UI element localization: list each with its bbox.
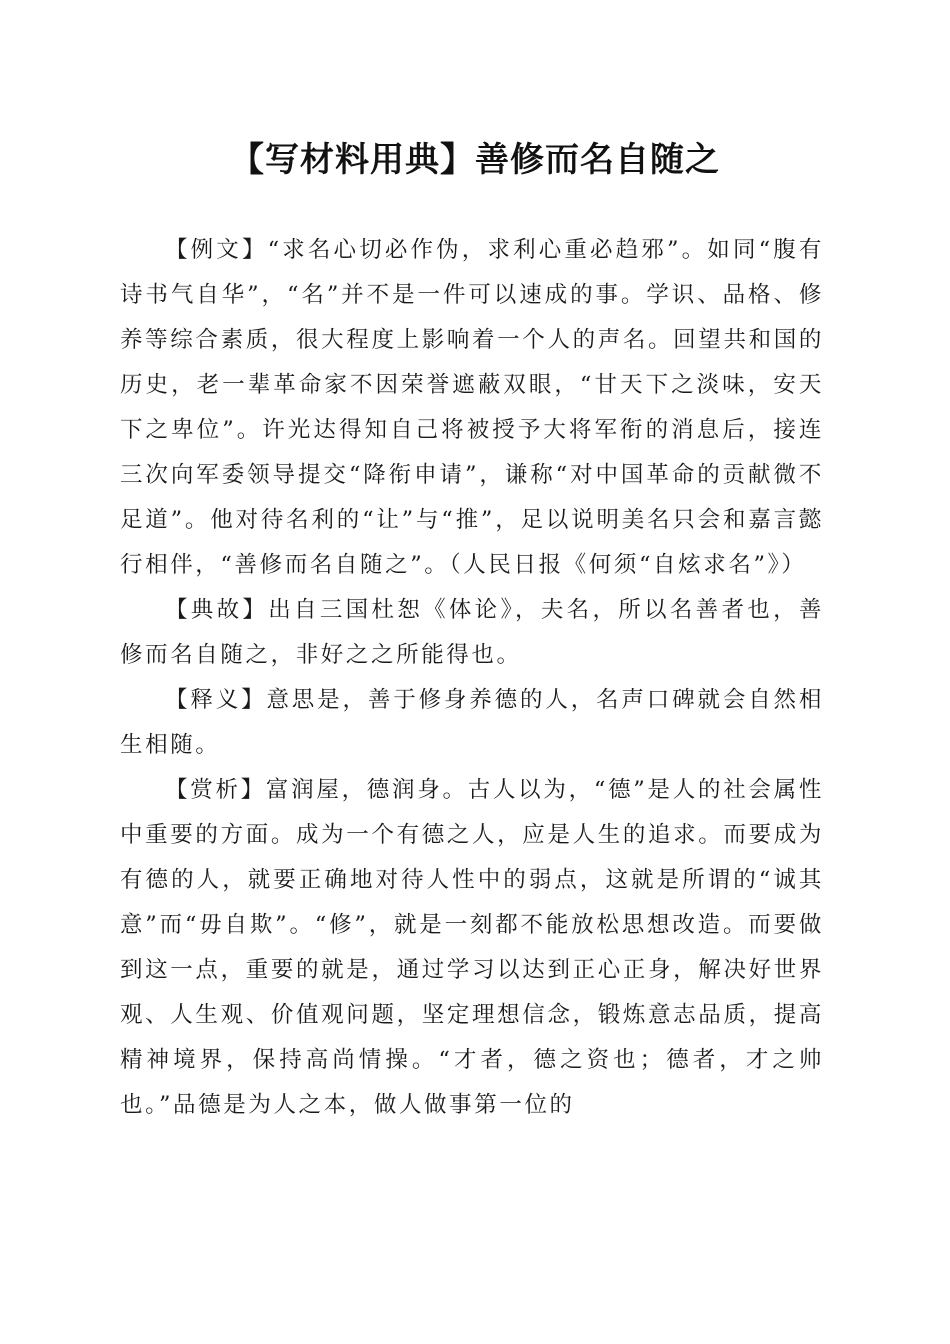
paragraph-example [120, 228, 824, 588]
paragraph-label: 【释义】 [165, 687, 267, 713]
paragraph-text: 意思是，善于修身养德的人，名声口碑就会自然相生相随。 [120, 687, 825, 758]
paragraph-label: 【典故】 [165, 597, 269, 623]
paragraph-text: “求名心切必作伪，求利心重必趋邪”。如同“腹有诗书气自华”，“名”并不是一件可以速成的事。学识、品格、修养等综合素质，很大程度上影响着一个人的声名。回望共和国的历史，老一辈革命家不因荣誉遮蔽双眼，“甘天下之淡味，安天下之卑位”。许光达得知自己将被授予大将军衔的消息后，接连三次向军委领导提交“降衔申请”，谦称“对中国革命的贡献微不足道”。他对待名利的“让”与“推”，足以说明美名只会和嘉言懿行相伴，“善修而名自随之”。（人民日报《何须“自炫求名”》） [120, 237, 825, 578]
paragraph-appreciation [120, 768, 824, 1128]
paragraph-label: 【例文】 [165, 237, 268, 263]
paragraph-text: 富润屋，德润身。古人以为，“德”是人的社会属性中重要的方面。成为一个有德之人，应是人生的追求。而要成为有德的人，就要正确地对待人性中的弱点，这就是所谓的“诚其意”而“毋自欺”。“修”，就是一刻都不能放松思想改造。而要做到这一点，重要的就是，通过学习以达到正心正身，解决好世界观、人生观、价值观问题，坚定理想信念，锻炼意志品质，提高精神境界，保持高尚情操。“才者，德之资也；德者，才之帅也。”品德是为人之本，做人做事第一位的 [120, 777, 824, 1118]
paragraph-text: 出自三国杜恕《体论》，夫名，所以名善者也，善修而名自随之，非好之之所能得也。 [120, 597, 825, 668]
paragraph-allusion [120, 588, 824, 678]
paragraph-label: 【赏析】 [165, 777, 266, 803]
document-body [120, 228, 824, 1128]
document-title: 【写材料用典】善修而名自随之 [230, 140, 720, 180]
paragraph-interpretation [120, 678, 824, 768]
